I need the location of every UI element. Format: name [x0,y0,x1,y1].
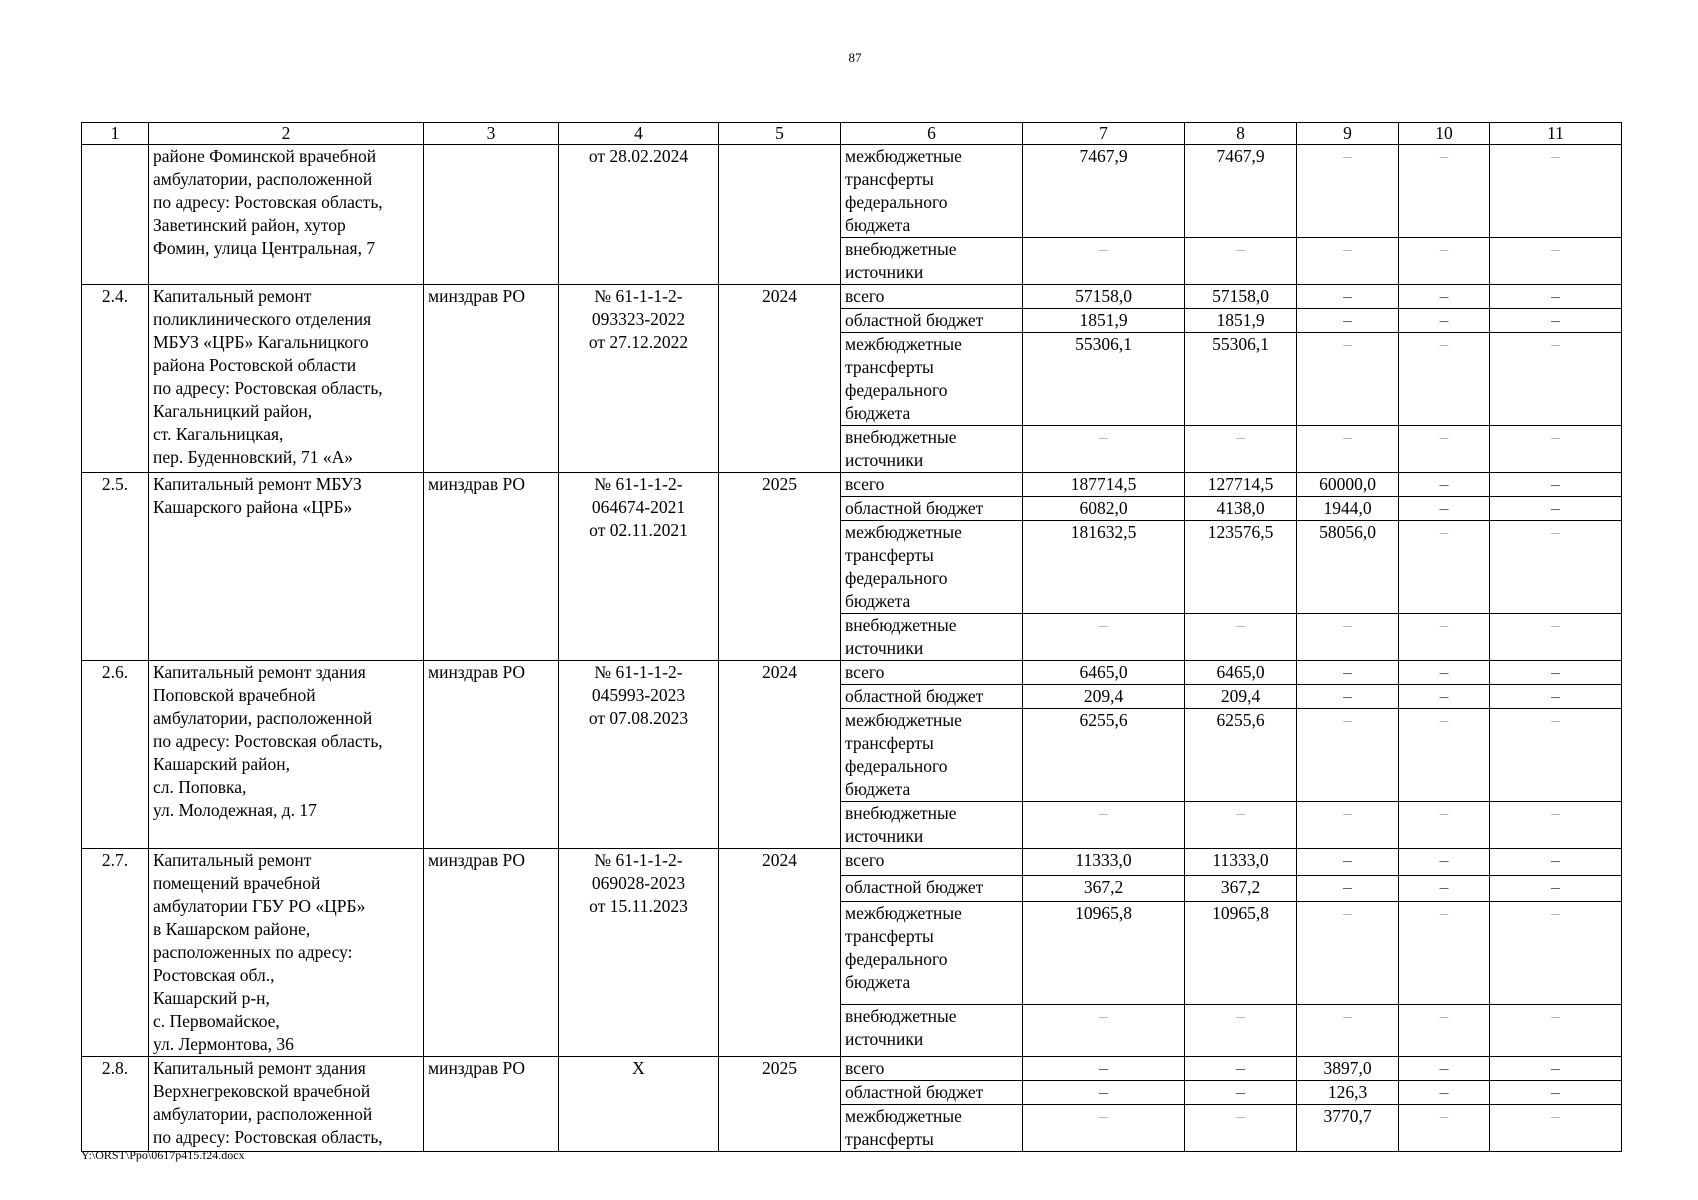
value-cell-7: 55306,1 [1023,333,1185,426]
value-cell-10: – [1399,685,1490,709]
column-header: 8 [1185,123,1297,145]
value-cell-11: – [1490,285,1622,309]
value-cell-9: – [1297,614,1399,661]
funding-source: межбюджетные трансферты федерального бюджета [841,709,1023,802]
column-header: 2 [149,123,424,145]
value-cell-10: – [1399,661,1490,685]
value-cell-11: – [1490,497,1622,521]
object-name: Капитальный ремонт здания Верхнегрековской врачебной амбулатории, расположенной по адресу: Ростовская область, [149,1057,424,1152]
header-row [82,123,1622,145]
value-cell-10: – [1399,1057,1490,1081]
value-cell-8: – [1185,1105,1297,1152]
value-cell-7: – [1023,1105,1185,1152]
value-cell-11: – [1490,333,1622,426]
value-cell-7: 1851,9 [1023,309,1185,333]
value-cell-7: 181632,5 [1023,521,1185,614]
value-cell-8: 4138,0 [1185,497,1297,521]
funding-source: межбюджетные трансферты [841,1105,1023,1152]
value-cell-9: – [1297,709,1399,802]
completion-year: 2024 [719,285,841,473]
document-reference: № 61-1-1-2- 093323-2022 от 27.12.2022 [559,285,719,473]
funding-source: внебюджетные источники [841,1004,1023,1056]
value-cell-9: 126,3 [1297,1081,1399,1105]
table-row [82,1057,1622,1081]
funding-source: областной бюджет [841,685,1023,709]
object-name: Капитальный ремонт помещений врачебной амбулатории ГБУ РО «ЦРБ» в Кашарском районе, расположенных по адресу: Ростовская обл., Кашарский р-н, с. Первомайское, ул. Лермонтова, 36 [149,849,424,1057]
funding-source: областной бюджет [841,497,1023,521]
value-cell-9: 58056,0 [1297,521,1399,614]
funding-source: межбюджетные трансферты федерального бюджета [841,521,1023,614]
value-cell-7: 367,2 [1023,875,1185,902]
value-cell-9: – [1297,1004,1399,1056]
column-header: 1 [82,123,149,145]
value-cell-9: – [1297,685,1399,709]
value-cell-7: – [1023,238,1185,285]
value-cell-11: – [1490,849,1622,876]
value-cell-11: – [1490,426,1622,473]
document-reference: № 61-1-1-2- 064674-2021 от 02.11.2021 [559,473,719,661]
responsible-agency: минздрав РО [424,1057,559,1152]
value-cell-7: – [1023,426,1185,473]
table-row [82,473,1622,497]
table-body [82,123,1622,1152]
completion-year: 2025 [719,1057,841,1152]
value-cell-9: – [1297,902,1399,1005]
value-cell-11: – [1490,1057,1622,1081]
object-name: Капитальный ремонт МБУЗ Кашарского района «ЦРБ» [149,473,424,661]
object-name: Капитальный ремонт поликлинического отделения МБУЗ «ЦРБ» Кагальницкого района Ростовской области по адресу: Ростовская область, Кагальницкий район, ст. Кагальницкая, пер. Буденновский, 71 «А» [149,285,424,473]
value-cell-9: 3770,7 [1297,1105,1399,1152]
value-cell-8: – [1185,238,1297,285]
value-cell-11: – [1490,902,1622,1005]
funding-source: областной бюджет [841,309,1023,333]
value-cell-8: 123576,5 [1185,521,1297,614]
column-header: 6 [841,123,1023,145]
value-cell-9: – [1297,309,1399,333]
value-cell-10: – [1399,849,1490,876]
value-cell-8: – [1185,802,1297,849]
value-cell-11: – [1490,875,1622,902]
object-name: Капитальный ремонт здания Поповской врачебной амбулатории, расположенной по адресу: Ростовская область, Кашарский район, сл. Поповка, ул. Молодежная, д. 17 [149,661,424,849]
value-cell-7: 7467,9 [1023,145,1185,238]
value-cell-9: 3897,0 [1297,1057,1399,1081]
value-cell-11: – [1490,1081,1622,1105]
item-number: 2.5. [82,473,149,661]
value-cell-10: – [1399,802,1490,849]
value-cell-7: – [1023,1004,1185,1056]
value-cell-10: – [1399,238,1490,285]
value-cell-8: 367,2 [1185,875,1297,902]
item-number [82,145,149,285]
value-cell-10: – [1399,333,1490,426]
column-header: 5 [719,123,841,145]
value-cell-9: 1944,0 [1297,497,1399,521]
responsible-agency: минздрав РО [424,285,559,473]
item-number: 2.6. [82,661,149,849]
file-path-footer: Y:\ORST\Ppo\0617p415.f24.docx [81,1148,245,1162]
document-reference: от 28.02.2024 [559,145,719,285]
value-cell-7: 10965,8 [1023,902,1185,1005]
value-cell-11: – [1490,1105,1622,1152]
funding-source: межбюджетные трансферты федерального бюджета [841,902,1023,1005]
value-cell-8: – [1185,1004,1297,1056]
funding-source: внебюджетные источники [841,802,1023,849]
value-cell-7: – [1023,614,1185,661]
funding-source: всего [841,1057,1023,1081]
value-cell-10: – [1399,497,1490,521]
column-header: 9 [1297,123,1399,145]
value-cell-9: 60000,0 [1297,473,1399,497]
table-row [82,145,1622,238]
value-cell-7: 6465,0 [1023,661,1185,685]
budget-table [81,122,1622,1152]
responsible-agency [424,145,559,285]
funding-source: всего [841,849,1023,876]
value-cell-7: 57158,0 [1023,285,1185,309]
responsible-agency: минздрав РО [424,661,559,849]
value-cell-9: – [1297,849,1399,876]
object-name: районе Фоминской врачебной амбулатории, расположенной по адресу: Ростовская область, Заветинский район, хутор Фомин, улица Центральная, 7 [149,145,424,285]
value-cell-10: – [1399,309,1490,333]
funding-source: всего [841,473,1023,497]
document-reference: Х [559,1057,719,1152]
value-cell-10: – [1399,1081,1490,1105]
value-cell-10: – [1399,1004,1490,1056]
value-cell-9: – [1297,285,1399,309]
funding-source: областной бюджет [841,1081,1023,1105]
responsible-agency: минздрав РО [424,849,559,1057]
funding-source: внебюджетные источники [841,614,1023,661]
completion-year: 2024 [719,661,841,849]
funding-source: внебюджетные источники [841,238,1023,285]
page-number: 87 [848,50,862,65]
funding-source: межбюджетные трансферты федерального бюджета [841,145,1023,238]
table-row [82,285,1622,309]
column-header: 10 [1399,123,1490,145]
funding-source: межбюджетные трансферты федерального бюджета [841,333,1023,426]
value-cell-10: – [1399,521,1490,614]
value-cell-11: – [1490,521,1622,614]
value-cell-7: – [1023,1057,1185,1081]
value-cell-11: – [1490,614,1622,661]
value-cell-8: 7467,9 [1185,145,1297,238]
item-number: 2.4. [82,285,149,473]
table-row [82,661,1622,685]
item-number: 2.7. [82,849,149,1057]
value-cell-8: 6465,0 [1185,661,1297,685]
value-cell-7: 6082,0 [1023,497,1185,521]
value-cell-9: – [1297,145,1399,238]
value-cell-10: – [1399,426,1490,473]
value-cell-8: – [1185,1081,1297,1105]
responsible-agency: минздрав РО [424,473,559,661]
value-cell-11: – [1490,473,1622,497]
value-cell-8: 11333,0 [1185,849,1297,876]
value-cell-11: – [1490,685,1622,709]
value-cell-7: 11333,0 [1023,849,1185,876]
value-cell-8: – [1185,1057,1297,1081]
value-cell-10: – [1399,709,1490,802]
column-header: 3 [424,123,559,145]
table-row [82,849,1622,876]
value-cell-9: – [1297,333,1399,426]
item-number: 2.8. [82,1057,149,1152]
value-cell-9: – [1297,802,1399,849]
value-cell-10: – [1399,473,1490,497]
completion-year: 2025 [719,473,841,661]
value-cell-8: 10965,8 [1185,902,1297,1005]
completion-year [719,145,841,285]
value-cell-7: 209,4 [1023,685,1185,709]
value-cell-11: – [1490,802,1622,849]
value-cell-8: – [1185,426,1297,473]
value-cell-11: – [1490,709,1622,802]
column-header: 11 [1490,123,1622,145]
value-cell-11: – [1490,1004,1622,1056]
value-cell-8: 127714,5 [1185,473,1297,497]
value-cell-7: 6255,6 [1023,709,1185,802]
value-cell-10: – [1399,145,1490,238]
column-header: 7 [1023,123,1185,145]
funding-source: областной бюджет [841,875,1023,902]
value-cell-10: – [1399,614,1490,661]
value-cell-10: – [1399,902,1490,1005]
value-cell-10: – [1399,875,1490,902]
value-cell-11: – [1490,145,1622,238]
value-cell-10: – [1399,285,1490,309]
column-header: 4 [559,123,719,145]
document-reference: № 61-1-1-2- 069028-2023 от 15.11.2023 [559,849,719,1057]
value-cell-11: – [1490,661,1622,685]
value-cell-8: 55306,1 [1185,333,1297,426]
funding-source: внебюджетные источники [841,426,1023,473]
value-cell-7: 187714,5 [1023,473,1185,497]
value-cell-11: – [1490,238,1622,285]
value-cell-10: – [1399,1105,1490,1152]
value-cell-7: – [1023,1081,1185,1105]
value-cell-11: – [1490,309,1622,333]
funding-source: всего [841,285,1023,309]
value-cell-7: – [1023,802,1185,849]
value-cell-9: – [1297,426,1399,473]
document-reference: № 61-1-1-2- 045993-2023 от 07.08.2023 [559,661,719,849]
value-cell-8: – [1185,614,1297,661]
value-cell-8: 1851,9 [1185,309,1297,333]
completion-year: 2024 [719,849,841,1057]
value-cell-9: – [1297,661,1399,685]
value-cell-8: 209,4 [1185,685,1297,709]
value-cell-8: 6255,6 [1185,709,1297,802]
value-cell-9: – [1297,875,1399,902]
funding-source: всего [841,661,1023,685]
value-cell-9: – [1297,238,1399,285]
value-cell-8: 57158,0 [1185,285,1297,309]
